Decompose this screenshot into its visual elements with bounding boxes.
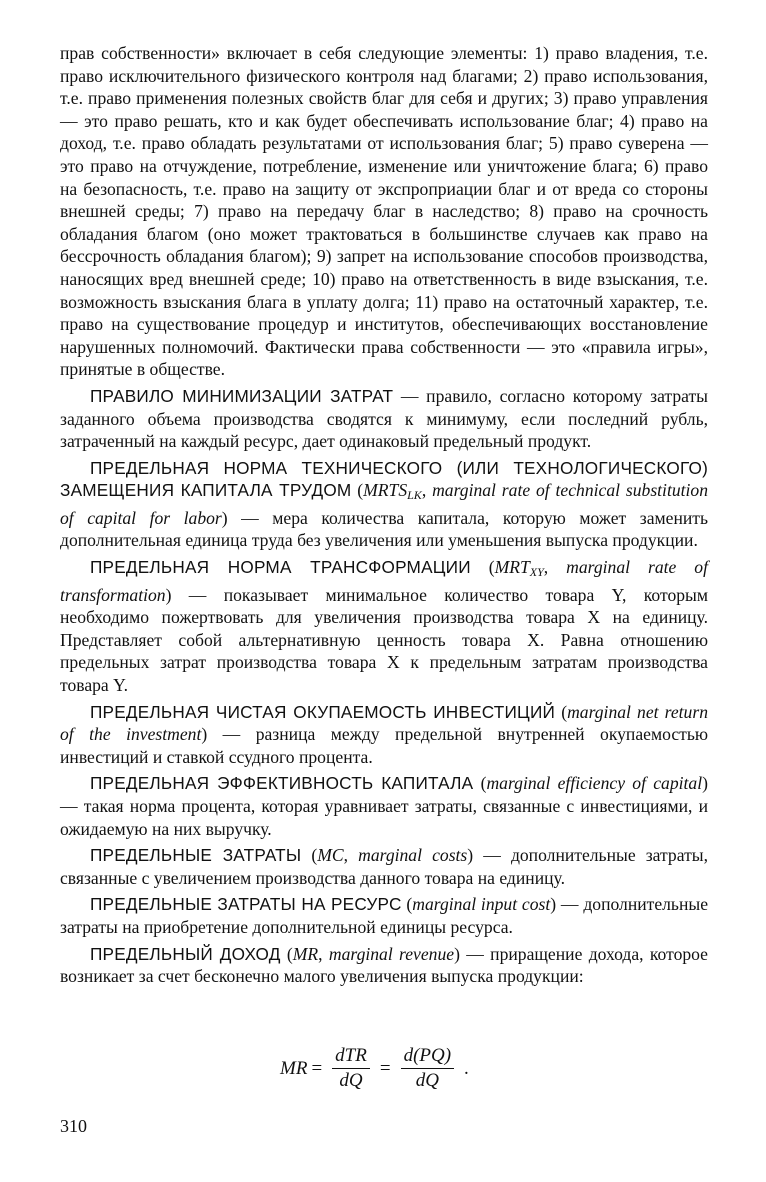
entry-efficiency-capital: ПРЕДЕЛЬНАЯ ЭФФЕКТИВНОСТЬ КАПИТАЛА (marginal efficiency of capital) — такая норма процента, которая уравнивает затраты, связанные с инвестициями, и ожидаемую на них выручку. (60, 773, 708, 839)
entry-abbr: MR (292, 943, 319, 964)
entry-definition: — приращение дохода, которое возникает за счет бесконечно малого увеличения выпуска продукции: (60, 943, 708, 987)
entry-input-cost: ПРЕДЕЛЬНЫЕ ЗАТРАТЫ НА РЕСУРС (marginal input cost) — дополнительные затраты на приобретение дополнительной единицы ресурса. (60, 894, 709, 937)
formula-denominator: dQ (415, 1070, 439, 1091)
mr-formula (280, 1045, 473, 1092)
formula-period: . (464, 1057, 469, 1079)
entry-net-return: ПРЕДЕЛЬНАЯ ЧИСТАЯ ОКУПАЕМОСТЬ ИНВЕСТИЦИЙ (marginal net return of the investment) — разница между предельной внутренней окупаемостью инвестиций и ставкой ссудного процента. (60, 701, 708, 767)
entry-english: marginal input cost (412, 894, 551, 915)
entry-marginal-revenue: ПРЕДЕЛЬНЫЙ ДОХОД (MR, marginal revenue) — приращение дохода, которое возникает за счет бесконечно малого увеличения выпуска продукции: (60, 943, 708, 987)
entry-term: ПРЕДЕЛЬНАЯ НОРМА ТРАНСФОРМАЦИИ (90, 557, 471, 578)
entry-english: marginal costs (358, 845, 468, 866)
entry-term: ПРЕДЕЛЬНЫЙ ДОХОД (90, 943, 281, 964)
entry-definition: — дополнительные затраты, связанные с увеличением производства данного товара на единицу. (60, 845, 708, 888)
entry-definition: — показывает минимальное количество товара Y, которым необходимо пожертвовать для увеличения производства товара X на единицу. Представляет собой альтернативную ценность товара X. Равна отношению предельных затрат производства товара X к предельным затратам производства товара Y. (60, 584, 708, 696)
entry-cost-minimization (60, 385, 708, 453)
entry-term: ПРЕДЕЛЬНЫЕ ЗАТРАТЫ (90, 845, 302, 866)
entry-abbr: MC (317, 845, 344, 866)
entry-english: marginal efficiency of capital (486, 773, 703, 794)
entry-term: ПРЕДЕЛЬНЫЕ ЗАТРАТЫ НА РЕСУРС (90, 894, 402, 915)
entry-mrt: ПРЕДЕЛЬНАЯ НОРМА ТРАНСФОРМАЦИИ ($MRT_{XY}$, marginal rate of transformation) — показывает минимальное количество товара Y, которым необходимо пожертвовать для увеличения производства товара X на единицу. Представляет собой альтернативную ценность товара X. Равна отношению предельных затрат производства товара X к предельным затратам производства товара Y. (60, 557, 708, 696)
page-number: 310 (60, 1116, 87, 1136)
entry-definition: — разница между предельной внутренней окупаемостью инвестиций и ставкой ссудного процента. (60, 724, 708, 767)
entry-definition: — правило, согласно которому затраты заданного объема производства сводятся к минимуму, если последний рубль, затраченный на каждый ресурс, дает одинаковый предельный продукт. (60, 385, 708, 452)
entry-abbr: $MRTS_{LK}$ (363, 480, 422, 503)
entry-definition: — такая норма процента, которая уравнивает затраты, связанные с инвестициями, и ожидаемую на них выручку. (60, 796, 708, 839)
entry-abbr: $MRT_{XY}$ (494, 557, 544, 580)
formula-numerator: dTR (332, 1045, 370, 1069)
formula-fraction-dtr (332, 1045, 370, 1092)
formula-equals: = (379, 1057, 391, 1079)
entry-mrts: ПРЕДЕЛЬНАЯ НОРМА ТЕХНИЧЕСКОГО (ИЛИ ТЕХНОЛОГИЧЕСКОГО) ЗАМЕЩЕНИЯ КАПИТАЛА ТРУДОМ ($MRTS_{LK}$, marginal rate of technical substitution of capital for labor) — мера количества капитала, которую может заменить дополнительная единица труда без увеличения или уменьшения выпуска продукции. (60, 457, 708, 551)
entry-english: marginal rate of transformation (60, 557, 708, 605)
formula-equals: = (311, 1057, 323, 1079)
entry-term: ПРАВИЛО МИНИМИЗАЦИИ ЗАТРАТ (90, 385, 394, 406)
entry-definition: — мера количества капитала, которую может заменить дополнительная единица труда без увеличения или уменьшения выпуска продукции. (60, 507, 708, 551)
entry-english: marginal rate of technical substitution of capital for labor (60, 480, 708, 528)
entry-term: ПРЕДЕЛЬНАЯ НОРМА ТЕХНИЧЕСКОГО (ИЛИ ТЕХНОЛОГИЧЕСКОГО) ЗАМЕЩЕНИЯ КАПИТАЛА ТРУДОМ (60, 457, 708, 501)
entry-term: ПРЕДЕЛЬНАЯ ЧИСТАЯ ОКУПАЕМОСТЬ ИНВЕСТИЦИЙ (90, 701, 556, 722)
formula-denominator: dQ (339, 1070, 363, 1091)
formula-numerator: d(PQ) (401, 1045, 454, 1069)
intro-paragraph: прав собственности» включает в себя следующие элементы: 1) право владения, т.е. право исключительного физического контроля над благами; 2) право использования, т.е. право применения полезных свойств благ для себя и других; 3) право управления — это право решать, кто и как будет обеспечивать использование благ; 4) право на доход, т.е. право обладать результатами от использования благ; 5) право суверена — это право на отчуждение, потребление, изменение или уничтожение блага; 6) право на безопасность, т.е. право на защиту от экспроприации благ и от вреда со стороны внешней среды; 7) право на передачу благ в наследство; 8) право на срочность обладания благом (оно может трактоваться в большинстве случаев как право на бессрочность обладания благом); 9) запрет на использование способов производства, наносящих вред внешней среде; 10) право на ответственность в виде взыскания, т.е. возможность взыскания блага в уплату долга; 11) право на остаточный характер, т.е. право на существование процедур и институтов, обеспечивающих восстановление нарушенных полномочий. Фактически права собственности — это «правила игры», принятые в обществе. (60, 43, 708, 380)
entry-english: marginal revenue (328, 943, 455, 964)
entry-marginal-costs: ПРЕДЕЛЬНЫЕ ЗАТРАТЫ (MC, marginal costs) — дополнительные затраты, связанные с увеличением производства данного товара на единицу. (60, 845, 708, 888)
formula-lhs: MR (280, 1057, 308, 1079)
formula-fraction-dpq (401, 1045, 454, 1092)
entry-english: marginal net return of the investment (60, 701, 708, 745)
entry-term: ПРЕДЕЛЬНАЯ ЭФФЕКТИВНОСТЬ КАПИТАЛА (90, 773, 474, 794)
page-text (60, 42, 708, 992)
entry-definition: — дополнительные затраты на приобретение дополнительной единицы ресурса. (60, 894, 709, 937)
